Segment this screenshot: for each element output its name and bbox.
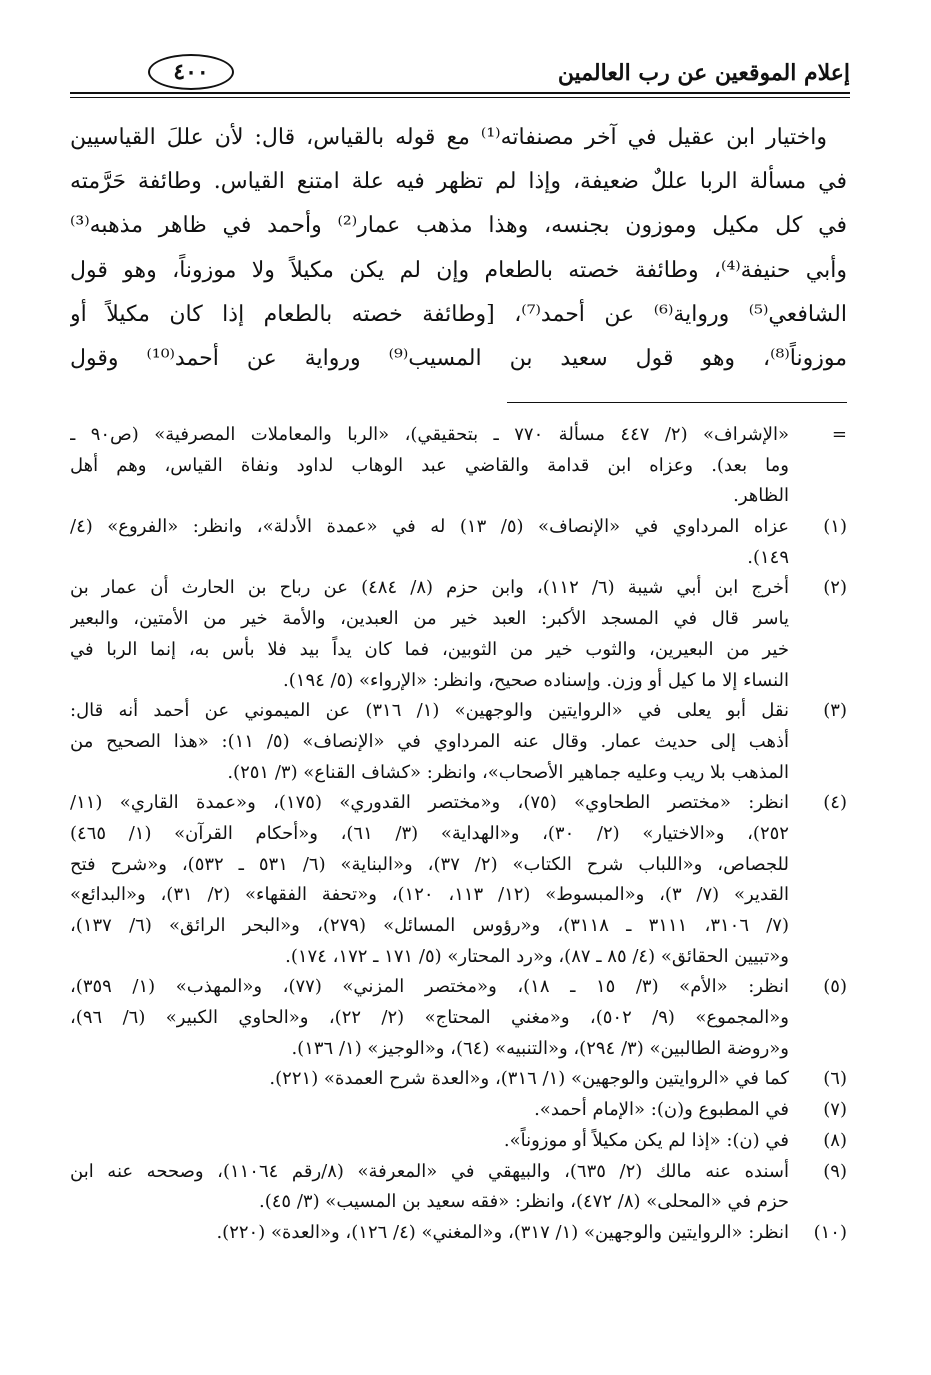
footnote-line: حزم في «المحلى» (٨/ ٤٧٢)، وانظر: «فقه سعيد بن المسيب» (٣/ ٤٥). — [259, 1191, 789, 1213]
footnote-line: في المطبوع و(ن): «الإمام أحمد». — [534, 1099, 789, 1121]
footnote-line: «الإشراف» (٢/ ٤٤٧ مسألة ٧٧٠ ـ بتحقيقي)، «الربا والمعاملات المصرفية» (ص٩٠ ـ — [70, 424, 789, 445]
footnote-line: الظاهر. — [733, 485, 789, 507]
footnote-line: ياسر قال في المسجد الأكبر: العبد خير من العبدين، والأمة خير من الأمتين، والبعير — [70, 608, 789, 630]
footnote-line: كما في «الروايتين والوجهين» (١/ ٣١٦)، و«العدة شرح العمدة» (٢٢١). — [269, 1068, 789, 1090]
footnote-6 — [70, 1064, 847, 1095]
footnote-line: في (ن): «إذا لم يكن مكيلاً أو موزوناً». — [503, 1129, 789, 1151]
footnote-line: و«روضة الطالبين» (٣/ ٢٩٤)، و«التنبيه» (٦٤)، و«الوجيز» (١/ ١٣٦). — [291, 1037, 789, 1059]
footnote-line: أخرج ابن أبي شيبة (٦/ ١١٢)، وابن حزم (٨/ ٤٨٤) عن رباح بن الحارث أن عمار بن — [70, 577, 789, 599]
footnote-marker: (٩) — [823, 1160, 847, 1182]
footnote-8 — [70, 1126, 847, 1157]
footnote-1 — [70, 512, 847, 573]
main-text-line: الشافعي⁽⁵⁾ ورواية⁽⁶⁾ عن أحمد⁽⁷⁾، [وطائفة خصته بالطعام إذا كان مكيلاً أو — [70, 301, 847, 327]
footnote-marker: (٤) — [823, 792, 847, 814]
footnote-marker: (٧) — [823, 1099, 847, 1121]
running-title: إعلام الموقعين عن رب العالمين — [557, 60, 850, 86]
footnote-line: عزاه المرداوي في «الإنصاف» (٥/ ١٣) له في «عمدة الأدلة»، وانظر: «الفروع» (٤/ — [70, 516, 789, 538]
main-text-line: واختيار ابن عقيل في آخر مصنفاته⁽¹⁾ مع قوله بالقياس، قال: لأن عللَ القياسيين — [70, 125, 827, 150]
main-text-line: في كل مكيل وموزون بجنسه، وهذا مذهب عمار⁽²⁾ وأحمد في ظاهر مذهبه⁽³⁾ — [70, 213, 847, 239]
footnote-line: خير من البعيرين، والثوب خير من الثوبين، فما كان يداً بيد فلا بأس به، إنما الربا في — [70, 638, 789, 660]
footnote-2 — [70, 573, 847, 696]
footnote-10 — [70, 1218, 847, 1249]
footnote-line: المذهب بلا ريب وعليه جماهير الأصحاب»، وانظر: «كشاف القناع» (٣/ ٢٥١). — [227, 761, 789, 783]
page-number-badge — [148, 54, 234, 90]
footnote-line: و«المجموع» (٩/ ٥٠٢)، و«مغني المحتاج» (٢/ ٢٢)، و«الحاوي الكبير» (٦/ ٩٦)، — [70, 1007, 789, 1029]
footnote-line: انظر: «الروايتين والوجهين» (١/ ٣١٧)، و«المغني» (٤/ ١٢٦)، و«العدة» (٢٢٠). — [216, 1221, 789, 1243]
footnote-marker: (١٠) — [813, 1221, 847, 1243]
footnote-line: ١٤٩). — [747, 546, 789, 568]
footnote-line: انظر: «الأم» (٣/ ١٥ ـ ١٨)، و«مختصر المزني» (٧٧)، و«المهذب» (١/ ٣٥٩)، — [70, 976, 789, 998]
footnote-line: انظر: «مختصر الطحاوي» (٧٥)، و«مختصر القدوري» (١٧٥)، و«عمدة القاري» (١١/ — [70, 792, 789, 814]
footnote-line: أسنده عنه مالك (٢/ ٦٣٥)، والبيهقي في «المعرفة» (٨/رقم ١١٠٦٤)، وصححه عنه ابن — [70, 1160, 789, 1182]
footnote-3 — [70, 696, 847, 788]
footnote-line: للجصاص، و«اللباب شرح الكتاب» (٢/ ٣٧)، و«البناية» (٦/ ٥٣١ ـ ٥٣٢)، و«شرح فتح — [70, 853, 789, 875]
header-rule-thick — [70, 92, 850, 94]
footnote-4 — [70, 788, 847, 972]
header-rule-thin — [70, 97, 850, 98]
footnote-line: و«تبيين الحقائق» (٤/ ٨٥ ـ ٨٧)، و«رد المحتار» (٥/ ١٧١ ـ ١٧٢، ١٧٤). — [285, 945, 789, 967]
footnote-separator — [507, 402, 847, 403]
footnote-line: نقل أبو يعلى في «الروايتين والوجهين» (١/ ٣١٦) عن الميموني عن أحمد أنه قال: — [70, 700, 789, 722]
footnote-line: أذهب إلى حديث عمار. وقال عنه المرداوي في «الإنصاف» (٥/ ١١): «هذا الصحيح من — [70, 730, 789, 752]
main-text — [70, 116, 847, 381]
footnote-line: النساء إلا ما كيل أو وزن. وإسناده صحيح، وانظر: «الإرواء» (٥/ ١٩٤). — [283, 669, 789, 691]
footnote-5 — [70, 972, 847, 1064]
main-text-line: وأبي حنيفة⁽⁴⁾، وطائفة خصته بالطعام وإن لم يكن مكيلاً ولا موزوناً، وهو قول — [70, 257, 847, 283]
footnote-7 — [70, 1095, 847, 1126]
footnote-line: ٢٥٢)، و«الاختيار» (٢/ ٣٠)، و«الهداية» (٣/ ٦١)، و«أحكام القرآن» (١/ ٤٦٥) — [70, 822, 789, 844]
footnote-continuation — [70, 420, 847, 512]
page-number: ٤٠٠ — [173, 59, 209, 85]
footnote-line: وما بعد). وعزاه ابن قدامة والقاضي عبد الوهاب لداود ونفاة القياس، وهم أهل — [70, 454, 789, 476]
page-header — [70, 52, 850, 100]
footnote-line: (٧/ ٣١٠٦، ٣١١١ ـ ٣١١٨)، و«رؤوس المسائل» (٢٧٩)، و«البحر الرائق» (٦/ ١٣٧)، — [70, 915, 789, 936]
main-text-line: في مسألة الربا عللٌ ضعيفة، وإذا لم تظهر فيه علة امتنع القياس. وطائفة حَرَّمته — [70, 169, 847, 195]
main-text-line: موزوناً⁽⁸⁾، وهو قول سعيد بن المسيب⁽⁹⁾ ورواية عن أحمد⁽¹⁰⁾ وقول — [70, 345, 847, 371]
footnote-marker: (٣) — [823, 700, 847, 722]
footnote-marker: (٥) — [823, 976, 847, 998]
footnote-marker: = — [831, 424, 847, 445]
footnote-line: القدير» (٧/ ٣)، و«المبسوط» (١٢/ ١١٣، ١٢٠)، و«تحفة الفقهاء» (٢/ ٣١)، و«البدائع» — [70, 884, 789, 906]
footnote-marker: (٢) — [823, 577, 847, 599]
footnotes — [70, 420, 847, 1249]
footnote-9 — [70, 1157, 847, 1218]
footnote-marker: (١) — [823, 516, 847, 538]
footnote-marker: (٦) — [823, 1068, 847, 1090]
footnote-marker: (٨) — [823, 1129, 847, 1151]
